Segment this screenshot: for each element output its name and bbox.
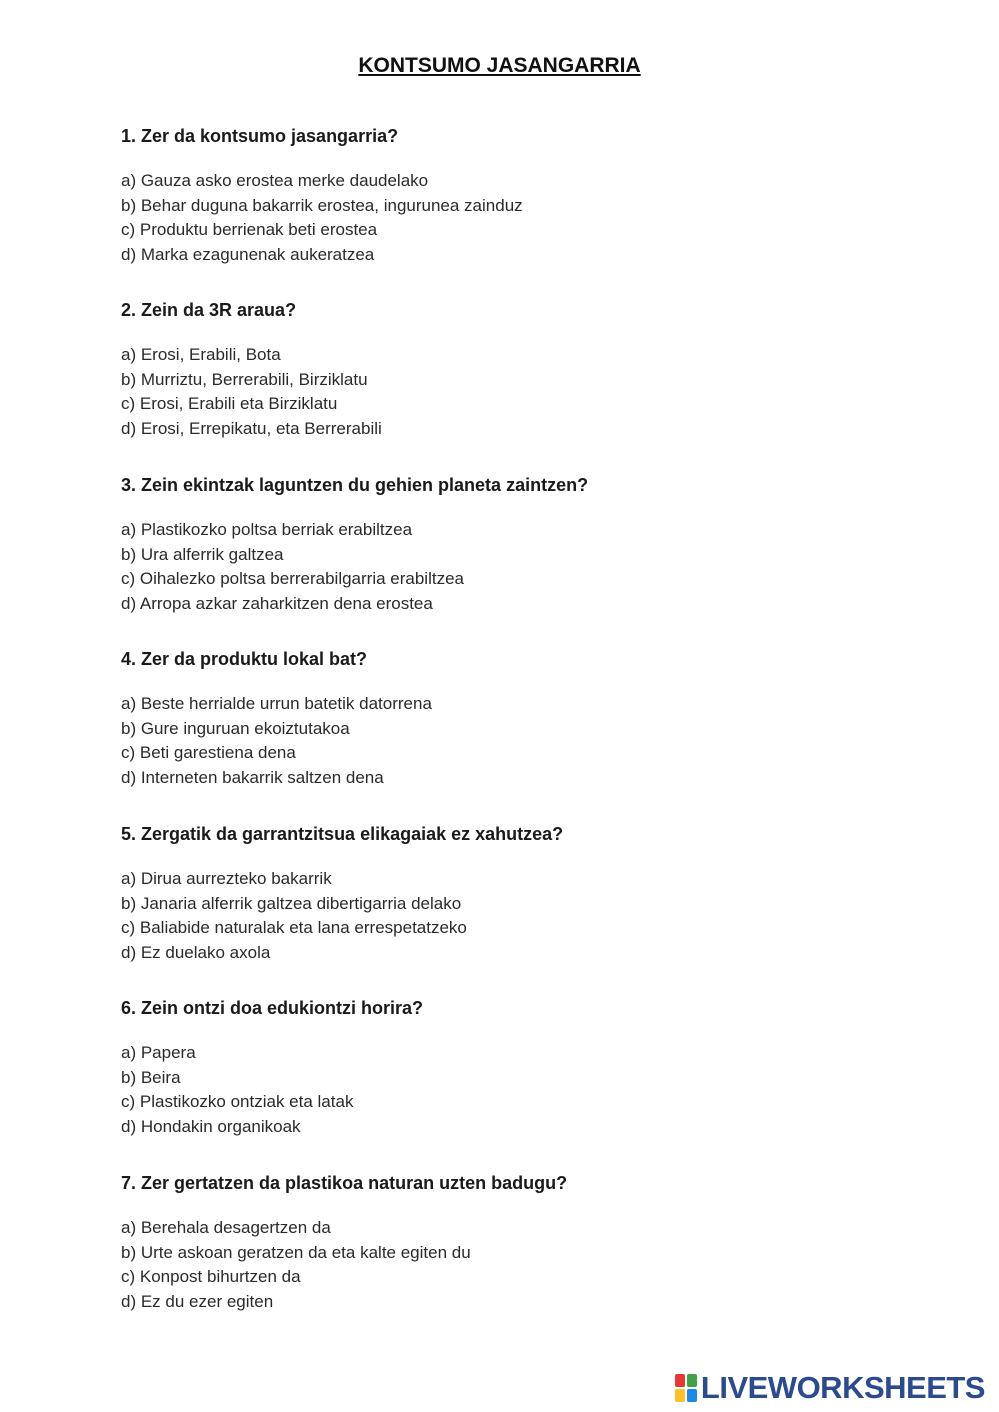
question-text: 3. Zein ekintzak laguntzen du gehien planeta zaintzen? bbox=[121, 475, 589, 495]
question-text: 5. Zergatik da garrantzitsua elikagaiak ez xahutzea? bbox=[121, 824, 564, 844]
answer-option[interactable]: d) Interneten bakarrik saltzen dena bbox=[121, 767, 384, 787]
options-list bbox=[121, 1216, 471, 1314]
answer-option[interactable]: c) Beti garestiena dena bbox=[121, 743, 296, 762]
answer-option[interactable]: b) Beira bbox=[121, 1067, 181, 1087]
options-list bbox=[121, 518, 464, 616]
answer-option[interactable]: d) Hondakin organikoak bbox=[121, 1116, 301, 1136]
answer-option[interactable]: c) Oihalezko poltsa berrerabilgarria erabiltzea bbox=[121, 569, 464, 588]
liveworksheets-brand[interactable] bbox=[675, 1371, 985, 1405]
answer-option[interactable]: b) Murriztu, Berrerabili, Birziklatu bbox=[121, 369, 368, 389]
answer-option[interactable]: c) Erosi, Erabili eta Birziklatu bbox=[121, 394, 338, 413]
answer-option[interactable]: d) Erosi, Errepikatu, eta Berrerabili bbox=[121, 418, 382, 438]
answer-option[interactable]: c) Konpost bihurtzen da bbox=[121, 1267, 301, 1286]
answer-option[interactable]: b) Gure inguruan ekoiztutakoa bbox=[121, 718, 350, 738]
options-list bbox=[121, 169, 523, 267]
answer-option[interactable]: b) Urte askoan geratzen da eta kalte egiten du bbox=[121, 1242, 471, 1262]
question-text: 2. Zein da 3R araua? bbox=[121, 300, 297, 320]
liveworksheets-logo-icon bbox=[675, 1374, 697, 1402]
answer-option[interactable]: d) Arropa azkar zaharkitzen dena erostea bbox=[121, 593, 433, 613]
question-text: 1. Zer da kontsumo jasangarria? bbox=[121, 126, 399, 146]
answer-option[interactable]: c) Baliabide naturalak eta lana errespetatzeko bbox=[121, 918, 467, 937]
answer-option[interactable]: a) Papera bbox=[121, 1043, 196, 1062]
question-block bbox=[121, 473, 941, 613]
question-block bbox=[121, 647, 941, 787]
answer-option[interactable]: b) Behar duguna bakarrik erostea, ingurunea zainduz bbox=[121, 195, 523, 215]
answer-option[interactable]: d) Ez duelako axola bbox=[121, 942, 271, 962]
answer-option[interactable]: d) Marka ezagunenak aukeratzea bbox=[121, 244, 375, 264]
page-title: KONTSUMO JASANGARRIA bbox=[358, 54, 641, 77]
question-block bbox=[121, 822, 941, 962]
options-list bbox=[121, 692, 432, 790]
answer-option[interactable]: d) Ez du ezer egiten bbox=[121, 1291, 274, 1311]
answer-option[interactable]: c) Produktu berrienak beti erostea bbox=[121, 220, 378, 239]
options-list bbox=[121, 343, 382, 441]
options-list bbox=[121, 1041, 353, 1139]
answer-option[interactable]: a) Dirua aurrezteko bakarrik bbox=[121, 869, 332, 888]
question-text: 4. Zer da produktu lokal bat? bbox=[121, 649, 368, 669]
question-text: 6. Zein ontzi doa edukiontzi horira? bbox=[121, 998, 424, 1018]
answer-option[interactable]: a) Erosi, Erabili, Bota bbox=[121, 345, 281, 364]
answer-option[interactable]: a) Plastikozko poltsa berriak erabiltzea bbox=[121, 520, 413, 539]
answer-option[interactable]: a) Gauza asko erostea merke daudelako bbox=[121, 171, 429, 190]
answer-option[interactable]: a) Beste herrialde urrun batetik datorrena bbox=[121, 694, 432, 713]
question-block bbox=[121, 298, 941, 438]
options-list bbox=[121, 867, 467, 965]
question-block bbox=[121, 1171, 941, 1311]
question-text: 7. Zer gertatzen da plastikoa naturan uzten badugu? bbox=[121, 1173, 568, 1193]
answer-option[interactable]: b) Janaria alferrik galtzea dibertigarria delako bbox=[121, 893, 462, 913]
brand-text: LIVEWORKSHEETS bbox=[700, 1370, 985, 1405]
question-block bbox=[121, 124, 941, 264]
answer-option[interactable]: b) Ura alferrik galtzea bbox=[121, 544, 284, 564]
question-block bbox=[121, 996, 941, 1136]
answer-option[interactable]: c) Plastikozko ontziak eta latak bbox=[121, 1092, 354, 1111]
answer-option[interactable]: a) Berehala desagertzen da bbox=[121, 1218, 331, 1237]
